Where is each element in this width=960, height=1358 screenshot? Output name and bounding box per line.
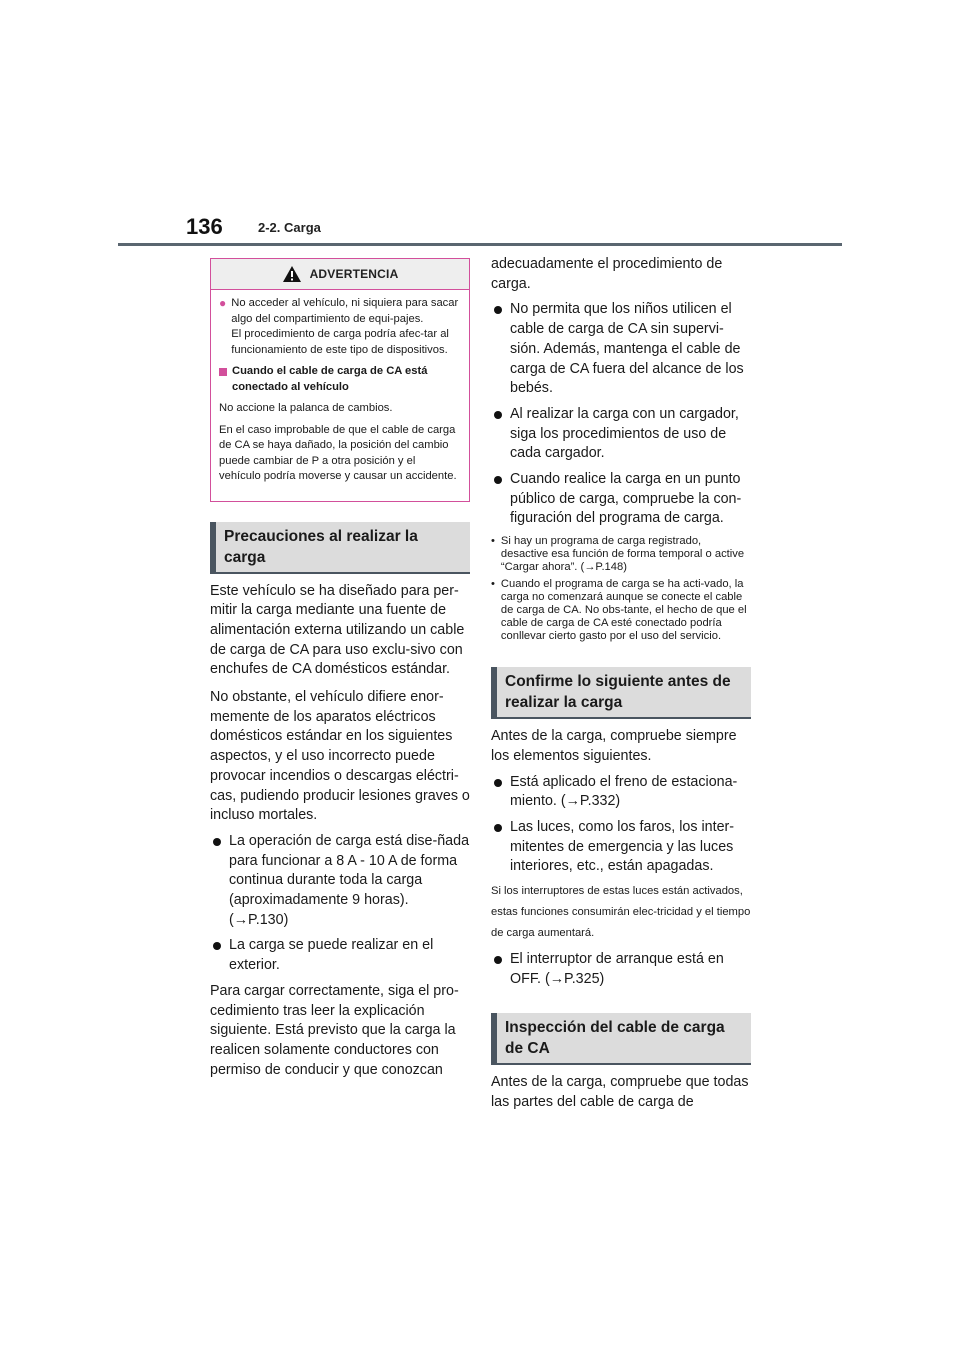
warning-title: ADVERTENCIA [309,267,399,281]
note-item: • Cuando el programa de carga se ha acti-vado, la carga no comenzará aunque se conecte el cable de carga de CA. No obs-tante, el hecho de que el cable de carga de CA esté conectado podría conllevar cierto gasto por el uso del servicio. [491,578,747,643]
right-column [491,255,751,1113]
paragraph: Para cargar correctamente, siga el pro-cedimiento tras leer la explicación siguiente. Está previsto que la carga la realicen solamente conductores con permiso de conducir y que conozcan [210,982,459,1078]
pink-square-icon [219,368,227,376]
paragraph: Este vehículo se ha diseñado para per-mitir la carga mediante una fuente de alimentación externa utilizando un cable de carga de CA para uso exclu-sivo con enchufes de CA domésticos estándar. [210,582,465,678]
paragraph: adecuadamente el procedimiento de carga. [491,256,723,292]
bullet-icon [494,411,502,419]
section-heading: Inspección del cable de carga de CA [491,1013,751,1063]
section-heading: Confirme lo siguiente antes de realizar la carga [491,667,751,717]
warning-body [211,290,469,485]
section-title: 2-2. Carga [258,220,321,235]
list-item: No permita que los niños utilicen el cable de carga de CA sin supervi-sión. Además, mantenga el cable de carga de CA fuera del alcance de los bebés. [491,300,751,399]
paragraph: No obstante, el vehículo difiere enor-memente de los aparatos eléctricos domésticos estándar en los siguientes aspectos, y el uso incorrecto puede provocar incendios o descargas eléctri-cas, pudiendo producir lesiones graves o incluso mortales. [210,689,470,824]
page-number: 136 [186,214,223,239]
warning-paragraph: En el caso improbable de que el cable de carga de CA se haya dañado, la posición del cambio puede cambiar de P a otra posición y el vehículo podría moverse y causar un accidente. [219,423,457,482]
bullet-icon [494,306,502,314]
pink-bullet-icon: ● [219,296,227,310]
warning-box [210,258,470,502]
warning-text: El procedimiento de carga podría afec-tar al funcionamiento de este tipo de dispositivos. [231,328,449,356]
warning-item [219,296,459,358]
list-item: Al realizar la carga con un cargador, siga los procedimientos de uso de cada cargador. [491,405,751,464]
bullet-icon [213,942,221,950]
bullet-icon [494,956,502,964]
list-item: Las luces, como los faros, los inter-mitentes de emergencia y las luces interiores, etc., están apagadas. [491,818,751,877]
bullet-icon [494,779,502,787]
small-bullet-icon: • [491,535,495,548]
warning-triangle-icon [282,265,302,283]
warning-text: No acceder al vehículo, ni siquiera para sacar algo del compartimiento de equi-pajes. [231,297,459,325]
list-item: Cuando realice la carga en un punto público de carga, compruebe la con-figuración del programa de carga. [491,470,751,529]
bullet-icon [494,476,502,484]
list-item: La carga se puede realizar en el exterior. [210,936,470,975]
header-rule [118,243,842,246]
warning-paragraph: No accione la palanca de cambios. [219,402,393,414]
bullet-icon [494,824,502,832]
small-bullet-icon: • [491,578,495,591]
paragraph: Antes de la carga, compruebe siempre los elementos siguientes. [491,728,737,764]
list-item: La operación de carga está dise-ñada para funcionar a 8 A - 10 A de forma continua durante toda la carga (aproximadamente 9 horas). (→P.130) [210,832,470,931]
left-column [210,258,470,1080]
list-item: Está aplicado el freno de estaciona-miento. (→P.332) [491,773,751,812]
paragraph: Antes de la carga, compruebe que todas las partes del cable de carga de [491,1074,749,1111]
bullet-icon [213,838,221,846]
warning-subheading: Cuando el cable de carga de CA está conectado al vehículo [219,364,459,395]
warning-header [211,259,469,290]
small-paragraph: Si los interruptores de estas luces están activados, estas funciones consumirán elec-tricidad y el tiempo de carga aumentará. [491,885,751,940]
note-item: • Si hay un programa de carga registrado, desactive esa función de forma temporal o active “Cargar ahora”. (→P.148) [491,535,745,574]
section-heading: Precauciones al realizar la carga [210,522,470,572]
list-item: El interruptor de arranque está en OFF. (→P.325) [491,950,751,989]
